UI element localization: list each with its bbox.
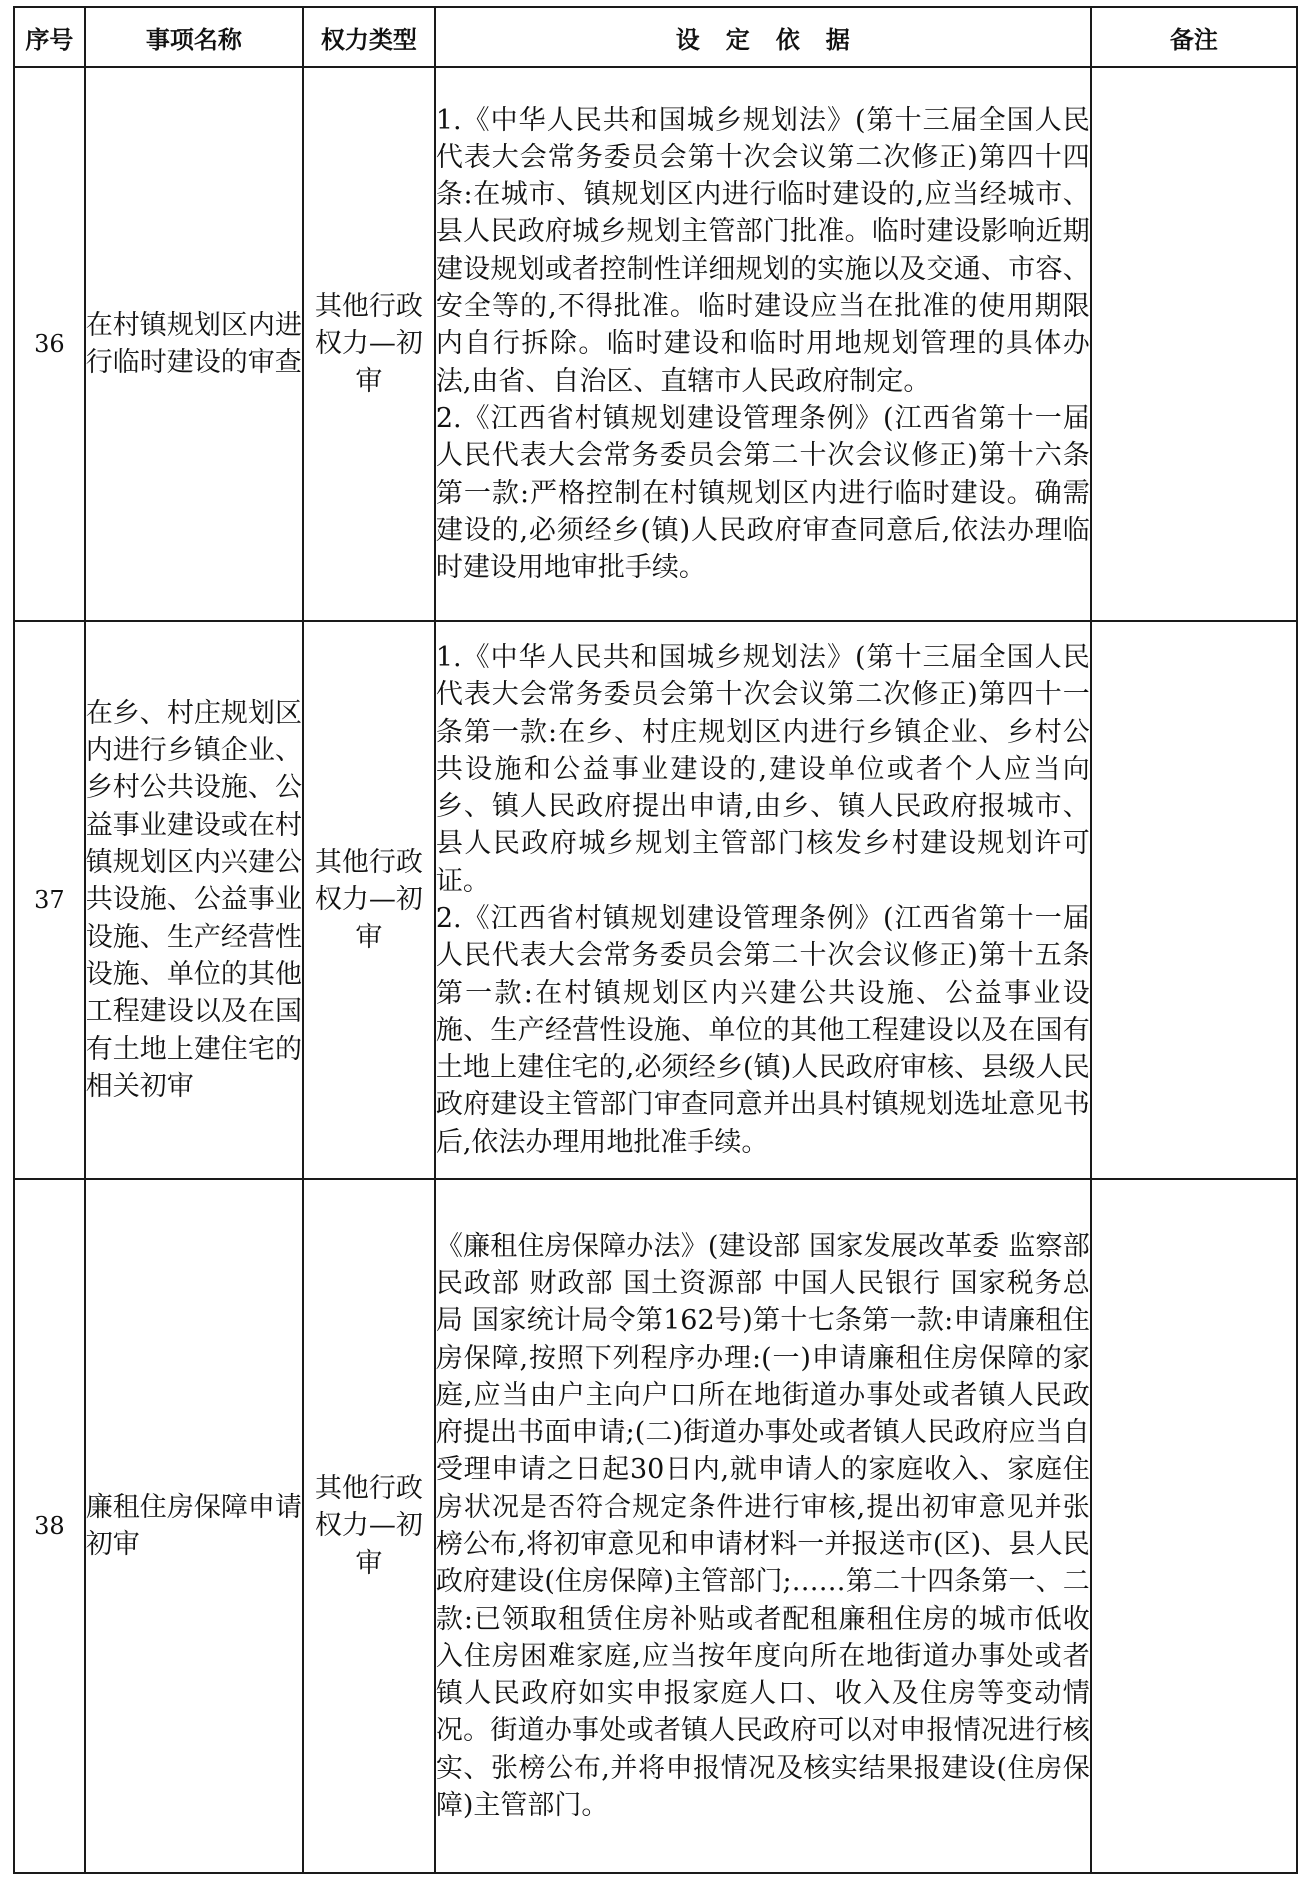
header-basis: 设定依据 [435,7,1091,67]
row-index: 36 [14,67,85,621]
basis-clause: 2.《江西省村镇规划建设管理条例》(江西省第十一届人民代表大会常务委员会第二十次会议修正)第十五条第一款:在村镇规划区内兴建公共设施、公益事业设施、生产经营性设施、单位的其他工程建设以及在国有土地上建住宅的,必须经乡(镇)人民政府审核、县级人民政府建设主管部门审查同意并出具村镇规划选址意见书后,依法办理用地批准手续。 [435,903,1090,1158]
table-row [14,621,1297,1179]
basis-clause: 《廉租住房保障办法》(建设部 国家发展改革委 监察部 民政部 财政部 国土资源部 中国人民银行 国家税务总局 国家统计局令第162号)第十七条第一款:申请廉租住房保障,按照下列程序办理:(一)申请廉租住房保障的家庭,应当由户主向户口所在地街道办事处或者镇人民政府提出书面申请;(二)街道办事处或者镇人民政府应当自受理申请之日起30日内,就申请人的家庭收入、家庭住房状况是否符合规定条件进行审核,提出初审意见并张榜公布,将初审意见和申请材料一并报送市(区)、县人民政府建设(住房保障)主管部门;……第二十四条第一、二款:已领取租赁住房补贴或者配租廉租住房的城市低收入住房困难家庭,应当按年度向所在地街道办事处或者镇人民政府如实申报家庭人口、收入及住房等变动情况。街道办事处或者镇人民政府可以对申报情况进行核实、张榜公布,并将申报情况及核实结果报建设(住房保障)主管部门。 [435,1230,1090,1822]
row-legal-basis [435,1179,1091,1873]
row-authority-type: 其他行政权力—初审 [303,67,435,621]
row-item-name: 在村镇规划区内进行临时建设的审查 [85,67,303,621]
row-remark [1091,67,1297,621]
basis-clause: 1.《中华人民共和国城乡规划法》(第十三届全国人民代表大会常务委员会第十次会议第二次修正)第四十一条第一款:在乡、村庄规划区内进行乡镇企业、乡村公共设施和公益事业建设的,建设单位或者个人应当向乡、镇人民政府提出申请,由乡、镇人民政府报城市、县人民政府城乡规划主管部门核发乡村建设规划许可证。 [435,641,1090,897]
row-item-name: 廉租住房保障申请初审 [85,1179,303,1873]
row-legal-basis [435,67,1091,621]
row-remark [1091,1179,1297,1873]
table-header-row [14,7,1297,67]
basis-clause: 2.《江西省村镇规划建设管理条例》(江西省第十一届人民代表大会常务委员会第二十次会议修正)第十六条第一款:严格控制在村镇规划区内进行临时建设。确需建设的,必须经乡(镇)人民政府审查同意后,依法办理临时建设用地审批手续。 [435,402,1090,584]
header-type: 权力类型 [303,7,435,67]
table-row [14,1179,1297,1873]
authority-list-table [13,6,1298,1874]
row-item-name: 在乡、村庄规划区内进行乡镇企业、乡村公共设施、公益事业建设或在村镇规划区内兴建公共设施、公益事业设施、生产经营性设施、单位的其他工程建设以及在国有土地上建住宅的相关初审 [85,621,303,1179]
header-remark: 备注 [1091,7,1297,67]
row-authority-type: 其他行政权力—初审 [303,621,435,1179]
row-index: 37 [14,621,85,1179]
row-legal-basis [435,621,1091,1179]
row-index: 38 [14,1179,85,1873]
row-authority-type: 其他行政权力—初审 [303,1179,435,1873]
table-row [14,67,1297,621]
row-remark [1091,621,1297,1179]
basis-clause: 1.《中华人民共和国城乡规划法》(第十三届全国人民代表大会常务委员会第十次会议第二次修正)第四十四条:在城市、镇规划区内进行临时建设的,应当经城市、县人民政府城乡规划主管部门批准。临时建设影响近期建设规划或者控制性详细规划的实施以及交通、市容、安全等的,不得批准。临时建设应当在批准的使用期限内自行拆除。临时建设和临时用地规划管理的具体办法,由省、自治区、直辖市人民政府制定。 [435,104,1090,397]
header-name: 事项名称 [85,7,303,67]
header-index: 序号 [14,7,85,67]
